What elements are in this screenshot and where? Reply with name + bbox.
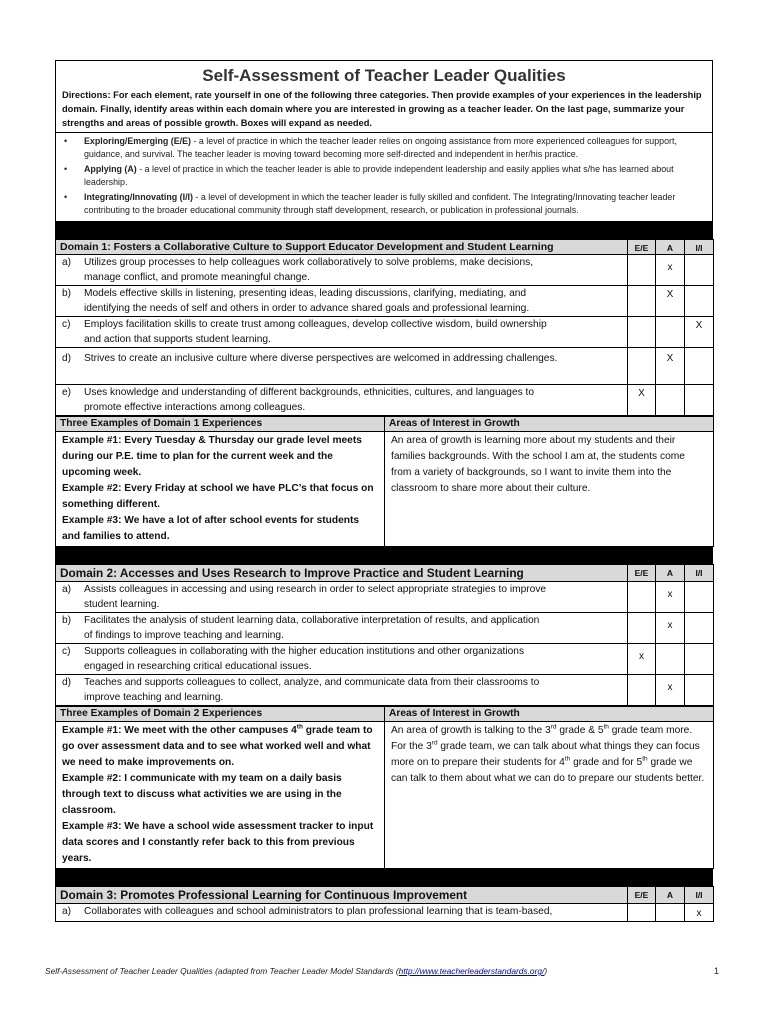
col-a: A	[656, 565, 685, 582]
bullet-icon: •	[64, 192, 68, 202]
rating-ii[interactable]	[685, 644, 714, 675]
section-divider	[55, 869, 713, 886]
example-3: Example #3: We have a school wide assessment tracker to input data scores and I constantly refer back to this from previous years.	[62, 821, 374, 864]
rating-ee[interactable]	[628, 613, 656, 644]
domain1-table	[55, 239, 714, 416]
definition-text: - a level of practice in which the teacher leader relies on ongoing assistance from more experienced colleagues for support, guidance, and survival. The teacher leader is moving toward becoming more self-directed and independent in her/his practice.	[84, 136, 677, 159]
page-footer: Self-Assessment of Teacher Leader Qualities (adapted from Teacher Leader Model Standards (http://www.teacherleaderstandards.org/)	[45, 966, 548, 976]
domain3-title: Domain 3: Promotes Professional Learning for Continuous Improvement	[56, 887, 628, 904]
rating-a[interactable]: X	[656, 348, 685, 385]
example-1: Example #1: Every Tuesday & Thursday our grade level meets during our P.E. time to plan for the current week and the upcoming week.	[62, 435, 362, 478]
rating-ii[interactable]	[685, 348, 714, 385]
definition-term: Exploring/Emerging (E/E)	[84, 136, 192, 146]
rating-a[interactable]	[656, 904, 685, 922]
growth-header: Areas of Interest in Growth	[385, 707, 714, 722]
domain1-title: Domain 1: Fosters a Collaborative Culture to Support Educator Development and Student Learning	[56, 240, 628, 255]
rating-a[interactable]	[656, 644, 685, 675]
rating-a[interactable]: x	[656, 255, 685, 286]
domain1-header	[56, 240, 714, 255]
examples-header: Three Examples of Domain 2 Experiences	[56, 707, 385, 722]
table-row: a) Utilizes group processes to help colleagues work collaboratively to solve problems, make decisions, manage conflict, and promote meaningful change. x	[56, 255, 714, 286]
definition-item	[62, 163, 706, 189]
table-row: e) Uses knowledge and understanding of different backgrounds, ethnicities, cultures, and languages to promote effective interactions among colleagues. X	[56, 385, 714, 416]
definition-term: Applying (A)	[84, 164, 137, 174]
col-ee: E/E	[628, 887, 656, 904]
rating-ii[interactable]	[685, 385, 714, 416]
col-ii: I/I	[685, 887, 714, 904]
directions: Directions: For each element, rate yourself in one of the following three categories. Then provide examples of your experiences in the leadership domain. Finally, identify areas within each domain where you are interested in growing as a teacher leader. On the last page, summarize your strengths and areas of possible growth. Boxes will expand as needed.	[62, 90, 702, 128]
examples-cell[interactable]	[56, 722, 385, 869]
table-row: c) Employs facilitation skills to create trust among colleagues, develop collective wisdom, build ownership and action that supports student learning. X	[56, 317, 714, 348]
rating-ii[interactable]	[685, 286, 714, 317]
table-row: d) Teaches and supports colleagues to collect, analyze, and communicate data from their classrooms to improve teaching and learning. x	[56, 675, 714, 706]
rating-ii[interactable]	[685, 255, 714, 286]
section-divider	[55, 547, 713, 564]
col-a: A	[656, 887, 685, 904]
rating-a[interactable]	[656, 317, 685, 348]
rating-ee[interactable]: X	[628, 385, 656, 416]
table-row: a) Collaborates with colleagues and school administrators to plan professional learning that is team-based, x	[56, 904, 714, 922]
item-text: Strives to create an inclusive culture where diverse perspectives are welcomed in addressing challenges.	[84, 353, 558, 364]
growth-cell[interactable]	[385, 722, 714, 869]
growth-text: An area of growth is talking to the 3rd grade & 5th grade team more. For the 3rd grade team, we can talk about what things they can focus more on to prepare their students for 4th grade and for 5th grade we can talk to them about what we can do to prepare our students better.	[391, 723, 705, 784]
col-ii: I/I	[685, 240, 714, 255]
title-block	[55, 60, 713, 132]
item-text: Assists colleagues in accessing and using research in order to select appropriate strategies to improve	[84, 584, 547, 595]
rating-ii[interactable]	[685, 613, 714, 644]
rating-ii[interactable]: x	[685, 904, 714, 922]
table-row: b) Models effective skills in listening, presenting ideas, leading discussions, clarifying, mediating, and identifying the needs of self and others in order to advance shared goals and professional learning. X	[56, 286, 714, 317]
examples-header: Three Examples of Domain 1 Experiences	[56, 417, 385, 432]
table-row: c) Supports colleagues in collaborating with the higher education institutions and other organizations engaged in researching critical educational issues. x	[56, 644, 714, 675]
examples-cell[interactable]	[56, 432, 385, 547]
rating-ee[interactable]	[628, 904, 656, 922]
col-ee: E/E	[628, 565, 656, 582]
example-1: Example #1: We meet with the other campuses 4th grade team to go over assessment data and to see what worked well and what we need to make improvements on.	[62, 723, 373, 768]
domain2-header	[56, 565, 714, 582]
page-title: Self-Assessment of Teacher Leader Qualities	[202, 66, 566, 85]
item-text: Collaborates with colleagues and school administrators to plan professional learning that is team-based,	[84, 906, 553, 917]
col-ii: I/I	[685, 565, 714, 582]
item-text: Uses knowledge and understanding of different backgrounds, ethnicities, cultures, and languages to	[84, 387, 535, 398]
definition-term: Integrating/Innovating (I/I)	[84, 192, 193, 202]
rating-a[interactable]	[656, 385, 685, 416]
item-text: Models effective skills in listening, presenting ideas, leading discussions, clarifying, mediating, and	[84, 288, 527, 299]
definition-item	[62, 135, 706, 161]
rating-ee[interactable]	[628, 255, 656, 286]
footer-text: Self-Assessment of Teacher Leader Qualities (adapted from Teacher Leader Model Standards (	[45, 966, 399, 976]
section-divider	[55, 222, 713, 239]
table-row: d) Strives to create an inclusive culture where diverse perspectives are welcomed in addressing challenges. X	[56, 348, 714, 385]
definition-text: - a level of development in which the teacher leader is fully skilled and confident. The Integrating/Innovating teacher leader contributing to the broader educational community through staff development, research, or publication in professional journals.	[84, 192, 676, 215]
rating-a[interactable]: x	[656, 582, 685, 613]
item-text: Employs facilitation skills to create trust among colleagues, develop collective wisdom, build ownership	[84, 319, 547, 330]
item-text: Facilitates the analysis of student learning data, collaborative interpretation of results, and application	[84, 615, 540, 626]
rating-ee[interactable]	[628, 582, 656, 613]
item-text: Supports colleagues in collaborating with the higher education institutions and other organizations	[84, 646, 525, 657]
growth-header: Areas of Interest in Growth	[385, 417, 714, 432]
rating-a[interactable]: x	[656, 675, 685, 706]
page-number: 1	[714, 966, 720, 976]
domain3-header	[56, 887, 714, 904]
table-row: b) Facilitates the analysis of student learning data, collaborative interpretation of results, and application of findings to improve teaching and learning. x	[56, 613, 714, 644]
rating-ee[interactable]	[628, 317, 656, 348]
domain3-table	[55, 886, 714, 922]
rating-ee[interactable]	[628, 286, 656, 317]
example-2: Example #2: I communicate with my team on a daily basis through text to discuss what activities we are using in the classroom.	[62, 773, 342, 816]
item-text: Utilizes group processes to help colleagues work collaboratively to solve problems, make decisions,	[84, 257, 534, 268]
example-3: Example #3: We have a lot of after school events for students and families to attend.	[62, 515, 360, 542]
col-a: A	[656, 240, 685, 255]
domain1-examples-table	[55, 416, 714, 547]
rating-ee[interactable]	[628, 675, 656, 706]
table-row: a) Assists colleagues in accessing and using research in order to select appropriate strategies to improve student learning. x	[56, 582, 714, 613]
footer-link[interactable]: http://www.teacherleaderstandards.org/	[398, 966, 545, 976]
rating-ee[interactable]	[628, 348, 656, 385]
bullet-icon: •	[64, 164, 68, 174]
growth-text: An area of growth is learning more about my students and their families backgrounds. With the school I am at, the students come from a variety of backgrounds, so I want to invite them into the classroom to share more about their culture.	[391, 435, 685, 494]
rating-ii[interactable]	[685, 675, 714, 706]
domain2-title: Domain 2: Accesses and Uses Research to Improve Practice and Student Learning	[56, 565, 628, 582]
item-text: Teaches and supports colleagues to collect, analyze, and communicate data from their classrooms to	[84, 677, 540, 688]
assessment-page	[55, 60, 713, 922]
domain2-table	[55, 564, 714, 706]
rating-a[interactable]: x	[656, 613, 685, 644]
rating-a[interactable]: X	[656, 286, 685, 317]
definition-item	[62, 191, 706, 217]
rating-ii[interactable]	[685, 582, 714, 613]
example-2: Example #2: Every Friday at school we have PLC’s that focus on something different.	[62, 483, 374, 510]
growth-cell[interactable]	[385, 432, 714, 547]
definition-text: - a level of practice in which the teacher leader is able to provide independent leadership and easily applies what s/he has learned about leadership.	[84, 164, 674, 187]
rating-ii[interactable]: X	[685, 317, 714, 348]
col-ee: E/E	[628, 240, 656, 255]
definitions-list	[55, 132, 713, 222]
domain2-examples-table	[55, 706, 714, 869]
bullet-icon: •	[64, 136, 68, 146]
rating-ee[interactable]: x	[628, 644, 656, 675]
